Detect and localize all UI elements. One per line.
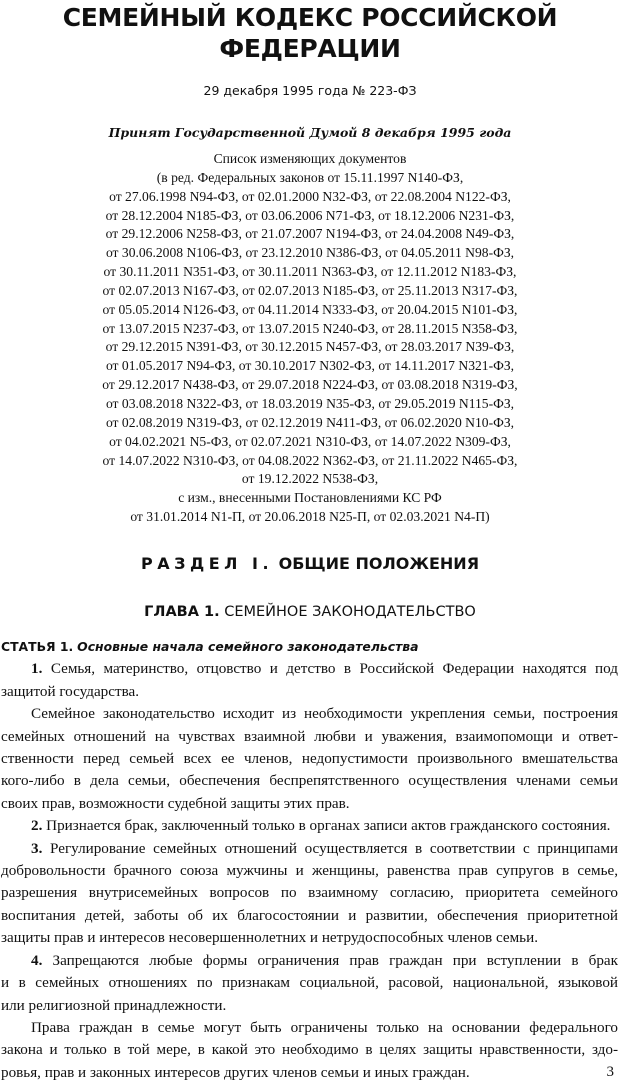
paragraph-text: защиты прав и интересов несовершеннолетних и нетрудоспособных членов семьи. <box>1 929 538 947</box>
paragraph-text: Семья, материнство, отцовство и детство в Российской Федерации находятся под <box>50 660 618 678</box>
paragraph-text: и в семейных отношениях по признакам социальной, расовой, национальной, языковой <box>1 974 618 992</box>
paragraph-text: семейных отношений на чувствах взаимной любви и уважения, взаимопомощи и ответ- <box>1 727 618 745</box>
paragraph-text: кого-либо в дела семьи, обеспечения беспрепятственного осуществления членами семьи <box>1 772 618 790</box>
amendment-line: от 29.12.2017 N438-ФЗ, от 29.07.2018 N224-ФЗ, от 03.08.2018 N319-ФЗ, <box>102 377 518 393</box>
amendment-line: от 02.08.2019 N319-ФЗ, от 02.12.2019 N411-ФЗ, от 06.02.2020 N10-ФЗ, <box>105 414 515 430</box>
paragraph-line <box>1 793 618 815</box>
paragraph-text: Регулирование семейных отношений осуществляется в соответствии с принципами <box>50 839 618 857</box>
amendment-line: от 04.02.2021 N5-ФЗ, от 02.07.2021 N310-ФЗ, от 14.07.2022 N309-ФЗ, <box>109 433 511 449</box>
paragraph-text: воспитания детей, заботы об их благосостоянии и развитии, обеспечения приоритетной <box>1 906 618 924</box>
paragraph-line <box>1 658 618 680</box>
paragraph-line <box>1 860 618 882</box>
article-body <box>1 636 618 1084</box>
paragraph-text: Семейное законодательство исходит из необходимости укрепления семьи, построения <box>31 705 618 723</box>
paragraph-line <box>1 1017 618 1039</box>
amendment-line: от 19.12.2022 N538-ФЗ, <box>241 471 379 487</box>
document-title <box>0 2 620 64</box>
paragraph-line <box>1 1062 618 1084</box>
paragraph-number: 2. <box>31 817 43 835</box>
amendment-line: от 29.12.2015 N391-ФЗ, от 30.12.2015 N457-ФЗ, от 28.03.2017 N39-ФЗ, <box>105 339 515 355</box>
title-line-2: ФЕДЕРАЦИИ <box>219 34 401 63</box>
law-date-number: 29 декабря 1995 года № 223-ФЗ <box>203 83 417 98</box>
amendment-line: с изм., внесенными Постановлениями КС РФ <box>178 490 442 506</box>
section-label: РАЗДЕЛ I. <box>140 554 274 573</box>
amendment-line: Список изменяющих документов <box>213 151 407 166</box>
paragraph-line <box>1 726 618 748</box>
amendment-line: от 14.07.2022 N310-ФЗ, от 04.08.2022 N362-ФЗ, от 21.11.2022 N465-ФЗ, <box>102 452 518 468</box>
paragraph-line <box>1 1039 618 1061</box>
amendment-line: (в ред. Федеральных законов от 15.11.1997 N140-ФЗ, <box>156 169 464 185</box>
paragraph-line <box>1 681 618 703</box>
title-line-1: СЕМЕЙНЫЙ КОДЕКС РОССИЙСКОЙ <box>62 3 558 32</box>
adoption-note: Принят Государственной Думой 8 декабря 1995 года <box>108 125 512 140</box>
section-heading <box>0 553 620 575</box>
paragraph-text: закона и только в той мере, в какой это необходимо в целях защиты нравственности, здо- <box>1 1041 618 1059</box>
paragraph-number: 4. <box>31 951 43 969</box>
paragraph-line <box>1 995 618 1017</box>
paragraph-text: защитой государства. <box>1 682 140 700</box>
article-label: СТАТЬЯ 1. <box>1 639 74 654</box>
paragraph-text: Запрещаются любые формы ограничения прав граждан при вступлении в брак <box>52 951 618 969</box>
amendment-line: от 02.07.2013 N167-ФЗ, от 02.07.2013 N185-ФЗ, от 25.11.2013 N317-ФЗ, <box>102 282 518 298</box>
paragraph-line <box>1 972 618 994</box>
amendment-line: от 28.12.2004 N185-ФЗ, от 03.06.2006 N71-ФЗ, от 18.12.2006 N231-ФЗ, <box>105 207 515 223</box>
paragraph-text: добровольности брачного союза мужчины и женщины, равенства прав супругов в семье, <box>1 862 618 880</box>
chapter-heading <box>0 602 620 622</box>
paragraph-line <box>1 905 618 927</box>
paragraph-text: своих прав, возможности судебной защиты этих прав. <box>1 794 350 812</box>
paragraph-line <box>1 882 618 904</box>
article-title: Основные начала семейного законодательства <box>77 639 419 654</box>
paragraph-text: ственности перед семьей всех ее членов, недопустимости произвольного вмешательства <box>1 750 618 768</box>
paragraph-line <box>1 927 618 949</box>
amendment-line: от 30.11.2011 N351-ФЗ, от 30.11.2011 N363-ФЗ, от 12.11.2012 N183-ФЗ, <box>103 264 517 280</box>
paragraph-line <box>1 838 618 860</box>
amendment-line: от 30.06.2008 N106-ФЗ, от 23.12.2010 N386-ФЗ, от 04.05.2011 N98-ФЗ, <box>105 245 515 261</box>
paragraph-text: или религиозной принадлежности. <box>1 996 227 1014</box>
paragraph-text: ровья, прав и законных интересов других членов семьи и иных граждан. <box>1 1063 470 1081</box>
amendment-line: от 27.06.1998 N94-ФЗ, от 02.01.2000 N32-ФЗ, от 22.08.2004 N122-ФЗ, <box>109 188 511 204</box>
paragraph-text: разрешения внутрисемейных вопросов по взаимному согласию, приоритета семейного <box>1 884 618 902</box>
amendment-line: от 13.07.2015 N237-ФЗ, от 13.07.2015 N240-ФЗ, от 28.11.2015 N358-ФЗ, <box>102 320 518 336</box>
paragraph-line <box>1 770 618 792</box>
section-title: ОБЩИЕ ПОЛОЖЕНИЯ <box>278 554 480 573</box>
paragraph-line <box>1 748 618 770</box>
amendment-line: от 01.05.2017 N94-ФЗ, от 30.10.2017 N302-ФЗ, от 14.11.2017 N321-ФЗ, <box>105 358 515 374</box>
amendment-line: от 05.05.2014 N126-ФЗ, от 04.11.2014 N333-ФЗ, от 20.04.2015 N101-ФЗ, <box>102 301 518 317</box>
paragraph-text: Права граждан в семье могут быть ограничены только на основании федерального <box>31 1018 618 1036</box>
chapter-label: ГЛАВА 1. <box>144 604 220 620</box>
paragraph-line <box>1 815 618 837</box>
page-number: 3 <box>606 1064 614 1080</box>
chapter-title: СЕМЕЙНОЕ ЗАКОНОДАТЕЛЬСТВО <box>224 604 476 620</box>
amendments-list <box>0 150 620 527</box>
paragraph-line <box>1 950 618 972</box>
amendment-line: от 03.08.2018 N322-ФЗ, от 18.03.2019 N35-ФЗ, от 29.05.2019 N115-ФЗ, <box>105 395 515 411</box>
paragraph-number: 3. <box>31 839 43 857</box>
article-heading <box>1 636 618 658</box>
paragraph-number: 1. <box>31 660 43 678</box>
paragraph-text: Признается брак, заключенный только в органах записи актов гражданского состояния. <box>46 817 611 835</box>
amendment-line: от 29.12.2006 N258-ФЗ, от 21.07.2007 N194-ФЗ, от 24.04.2008 N49-ФЗ, <box>105 226 515 242</box>
paragraph-line <box>1 703 618 725</box>
amendment-line: от 31.01.2014 N1-П, от 20.06.2018 N25-П, от 02.03.2021 N4-П) <box>130 509 490 525</box>
